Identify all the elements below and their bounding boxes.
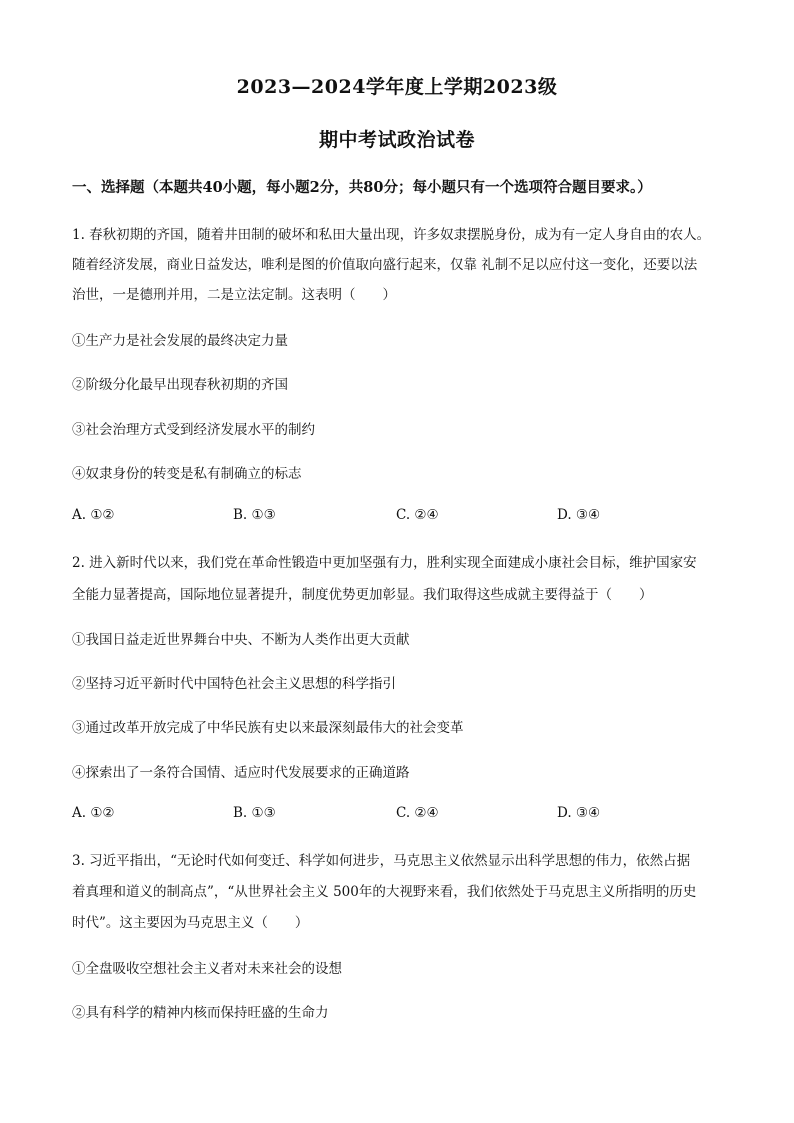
question-2-stem-line-1: 2. 进入新时代以来，我们党在革命性锻造中更加坚强有力，胜利实现全面建成小康社会目标，维护国家安 (72, 555, 697, 571)
question-1-stem-line-2: 随着经济发展，商业日益发达，唯利是图的价值取向盛行起来，仅靠 礼制不足以应付这一变化，还要以法 (72, 257, 698, 273)
question-1-stem-line-3: 治世，一是德刑并用，二是立法定制。这表明（ ） (72, 287, 396, 303)
section-heading: 一、选择题（本题共40小题，每小题2分，共80分；每小题只有一个选项符合题目要求。） (72, 179, 652, 196)
question-1-option-d: D. ③④ (557, 507, 601, 523)
question-1-statement-1: ①生产力是社会发展的最终决定力量 (72, 333, 288, 349)
question-3-statement-1: ①全盘吸收空想社会主义者对未来社会的设想 (72, 961, 342, 977)
question-2-option-d: D. ③④ (557, 805, 601, 821)
question-2-statement-4: ④探索出了一条符合国情、适应时代发展要求的正确道路 (72, 765, 410, 781)
question-2-stem-line-2: 全能力显著提高，国际地位显著提升，制度优势更加彰显。我们取得这些成就主要得益于（ ） (72, 587, 653, 603)
exam-title-line1: 2023—2024学年度上学期2023级 (236, 76, 558, 98)
question-1-option-c: C. ②④ (396, 507, 439, 523)
question-1-option-a: A. ①② (72, 507, 115, 523)
question-2-statement-2: ②坚持习近平新时代中国特色社会主义思想的科学指引 (72, 676, 396, 692)
question-2-option-b: B. ①③ (233, 805, 276, 821)
question-3-stem-line-2: 着真理和道义的制高点”，“从世界社会主义 500年的大视野来看，我们依然处于马克思主义所指明的历史 (72, 884, 697, 900)
question-2-option-c: C. ②④ (396, 805, 439, 821)
question-3-stem-line-1: 3. 习近平指出，“无论时代如何变迁、科学如何进步，马克思主义依然显示出科学思想的伟力，依然占据 (72, 853, 691, 869)
question-1-option-b: B. ①③ (233, 507, 276, 523)
exam-title-line2: 期中考试政治试卷 (318, 129, 475, 151)
question-2-statement-3: ③通过改革开放完成了中华民族有史以来最深刻最伟大的社会变革 (72, 720, 464, 736)
question-1-statement-2: ②阶级分化最早出现春秋初期的齐国 (72, 377, 288, 393)
question-2-option-a: A. ①② (72, 805, 115, 821)
question-3-statement-2: ②具有科学的精神内核而保持旺盛的生命力 (72, 1005, 329, 1021)
question-3-stem-line-3: 时代”。这主要因为马克思主义（ ） (72, 915, 309, 931)
question-1-statement-3: ③社会治理方式受到经济发展水平的制约 (72, 422, 315, 438)
question-2-statement-1: ①我国日益走近世界舞台中央、不断为人类作出更大贡献 (72, 632, 410, 648)
question-1-statement-4: ④奴隶身份的转变是私有制确立的标志 (72, 466, 302, 482)
question-1-stem-line-1: 1. 春秋初期的齐国，随着井田制的破坏和私田大量出现，许多奴隶摆脱身份，成为有一定人身自由的农人。 (72, 227, 711, 243)
